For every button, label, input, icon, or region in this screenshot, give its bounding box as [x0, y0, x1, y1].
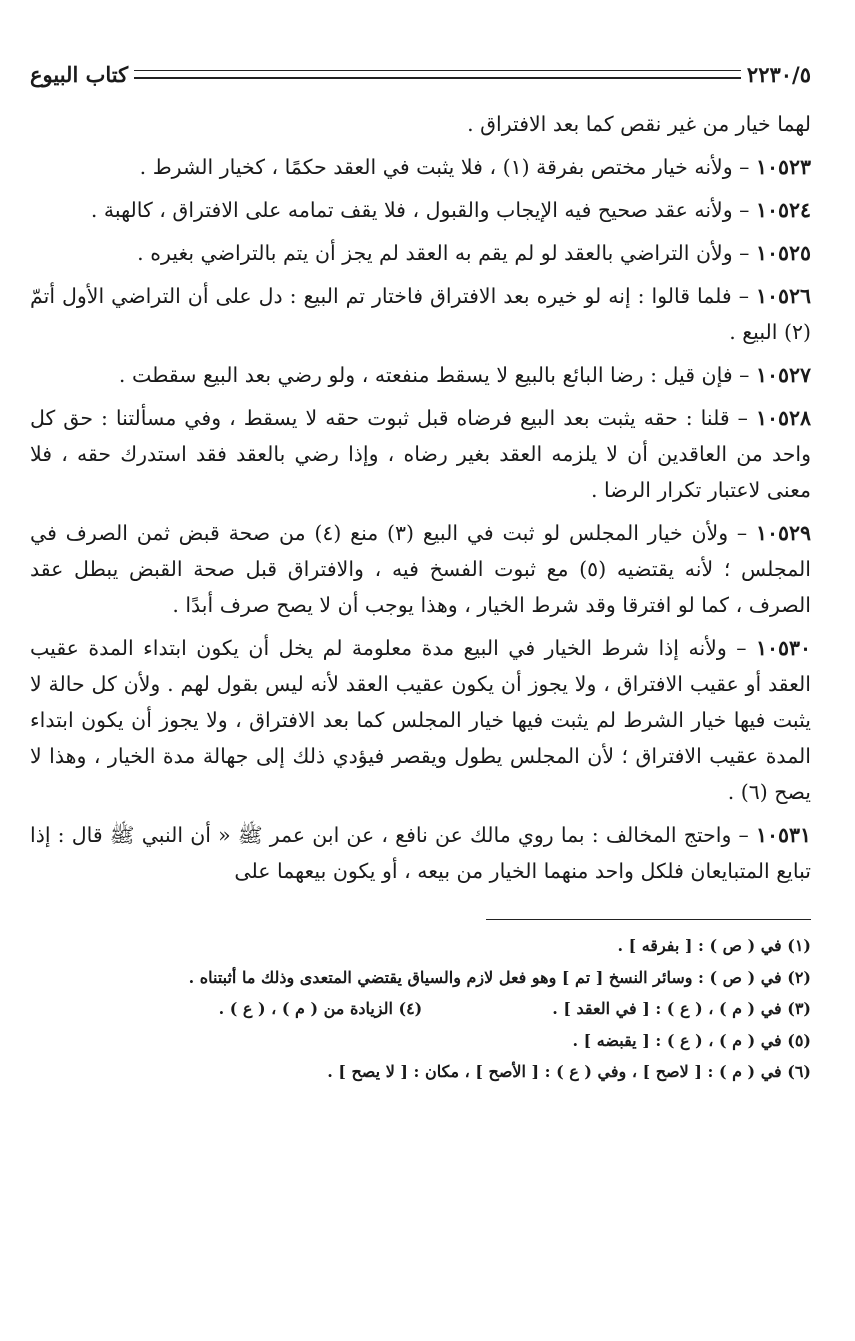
paragraph [30, 106, 811, 142]
paragraph [30, 192, 811, 228]
footnote: (٣) في ( م ) ، ( ع ) : [ في العقد ] . [552, 999, 811, 1018]
footnote-row [30, 993, 811, 1025]
paragraph-text: – فإن قيل : رضا البائع بالبيع لا يسقط منفعته ، ولو رضي بعد البيع سقطت . [118, 363, 756, 387]
paragraph [30, 278, 811, 350]
paragraph [30, 817, 811, 889]
page-header [30, 56, 811, 92]
paragraph-text: – فلما قالوا : إنه لو خيره بعد الافتراق فاختار تم البيع : دل على أن التراضي الأول أتمّ (٢) البيع . [30, 284, 811, 344]
book-title: كتاب البيوع [30, 61, 129, 87]
paragraph-number: ١٠٥٢٤ [755, 198, 811, 222]
paragraph [30, 630, 811, 810]
paragraph-text: – ولأنه خيار مختص بفرقة (١) ، فلا يثبت في العقد حكمًا ، كخيار الشرط . [139, 155, 756, 179]
paragraph-text: – ولأن التراضي بالعقد لو لم يقم به العقد لم يجز أن يتم بالتراضي بغيره . [137, 241, 756, 265]
paragraph [30, 235, 811, 271]
paragraph-number: ١٠٥٣٠ [755, 636, 811, 660]
paragraph-text: – واحتج المخالف : بما روي مالك عن نافع ، عن ابن عمر ﷺ « أن النبي ﷺ قال : إذا تبايع المتبايعان فلكل واحد منهما الخيار من بيعه ، أو يكون بيعهما على [30, 823, 811, 883]
header-rule [134, 70, 741, 79]
footnote: (١) في ( ص ) : [ بفرقه ] . [617, 936, 811, 955]
paragraph [30, 357, 811, 393]
footnote: (٤) الزيادة من ( م ) ، ( ع ) . [218, 999, 423, 1018]
footnote: (٦) في ( م ) : [ لاصح ] ، وفي ( ع ) : [ الأصح ] ، مكان : [ لا يصح ] . [327, 1062, 811, 1081]
paragraph-number: ١٠٥٢٣ [755, 155, 811, 179]
paragraph-number: ١٠٥٢٩ [755, 521, 811, 545]
paragraph-number: ١٠٥٢٧ [755, 363, 811, 387]
paragraph-number: ١٠٥٢٦ [755, 284, 811, 308]
paragraph [30, 400, 811, 508]
footnotes [30, 930, 811, 1088]
paragraph-text: – ولأن خيار المجلس لو ثبت في البيع (٣) منع (٤) من صحة قبض ثمن الصرف في المجلس ؛ لأنه يقتضيه (٥) مع ثبوت الفسخ فيه ، والافتراق قبل صحة القبض يبطل عقد الصرف ، كما لو افترقا وقد شرط الخيار ، وهذا يوجب أن لا يصح صرف أبدًا . [30, 521, 811, 617]
footnote: (٥) في ( م ) ، ( ع ) : [ يقبضه ] . [572, 1030, 811, 1050]
paragraph-text: – ولأنه إذا شرط الخيار في البيع مدة معلومة لم يخل أن يكون ابتداء المدة عقيب العقد أو عقيب الافتراق ، ولا يجوز أن يكون عقيب العقد لأنه ليس بقول لهم . ولأن كل حالة لا يثبت فيها خيار الشرط لم يثبت فيها خيار المجلس كما بعد الافتراق ، ولا يجوز أن يكون ابتداء المدة عقيب الافتراق ؛ لأن المجلس يطول ويقصر فيؤدي ذلك إلى جهالة مدة الخيار ، وهذا لا يصح (٦) . [30, 636, 811, 804]
paragraph-text: – قلنا : حقه يثبت بعد البيع فرضاه قبل ثبوت حقه لا يسقط ، وفي مسألتنا : حق كل واحد من العاقدين أن لا يلزمه العقد بغير رضاه ، وإذا رضي بالعقد فقد استدرك حقه ، فلا معنى لاعتبار تكرار الرضا . [30, 406, 811, 502]
paragraph-number: ١٠٥٢٥ [755, 241, 811, 265]
footnote: (٢) في ( ص ) : وسائر النسخ [ تم ] وهو فعل لازم والسياق يقتضي المتعدى وذلك ما أثبتناه . [188, 967, 811, 987]
page-number: ٢٢٣٠/٥ [746, 61, 811, 87]
paragraph-text: لهما خيار من غير نقص كما بعد الافتراق . [467, 112, 811, 136]
paragraph-number: ١٠٥٢٨ [755, 406, 811, 430]
footnote-separator [486, 919, 811, 920]
book-page [30, 56, 811, 1088]
paragraph-number: ١٠٥٣١ [755, 823, 811, 847]
paragraph [30, 149, 811, 185]
paragraph [30, 515, 811, 623]
paragraph-text: – ولأنه عقد صحيح فيه الإيجاب والقبول ، فلا يقف تمامه على الافتراق ، كالهبة . [90, 198, 756, 222]
main-text [30, 106, 811, 889]
